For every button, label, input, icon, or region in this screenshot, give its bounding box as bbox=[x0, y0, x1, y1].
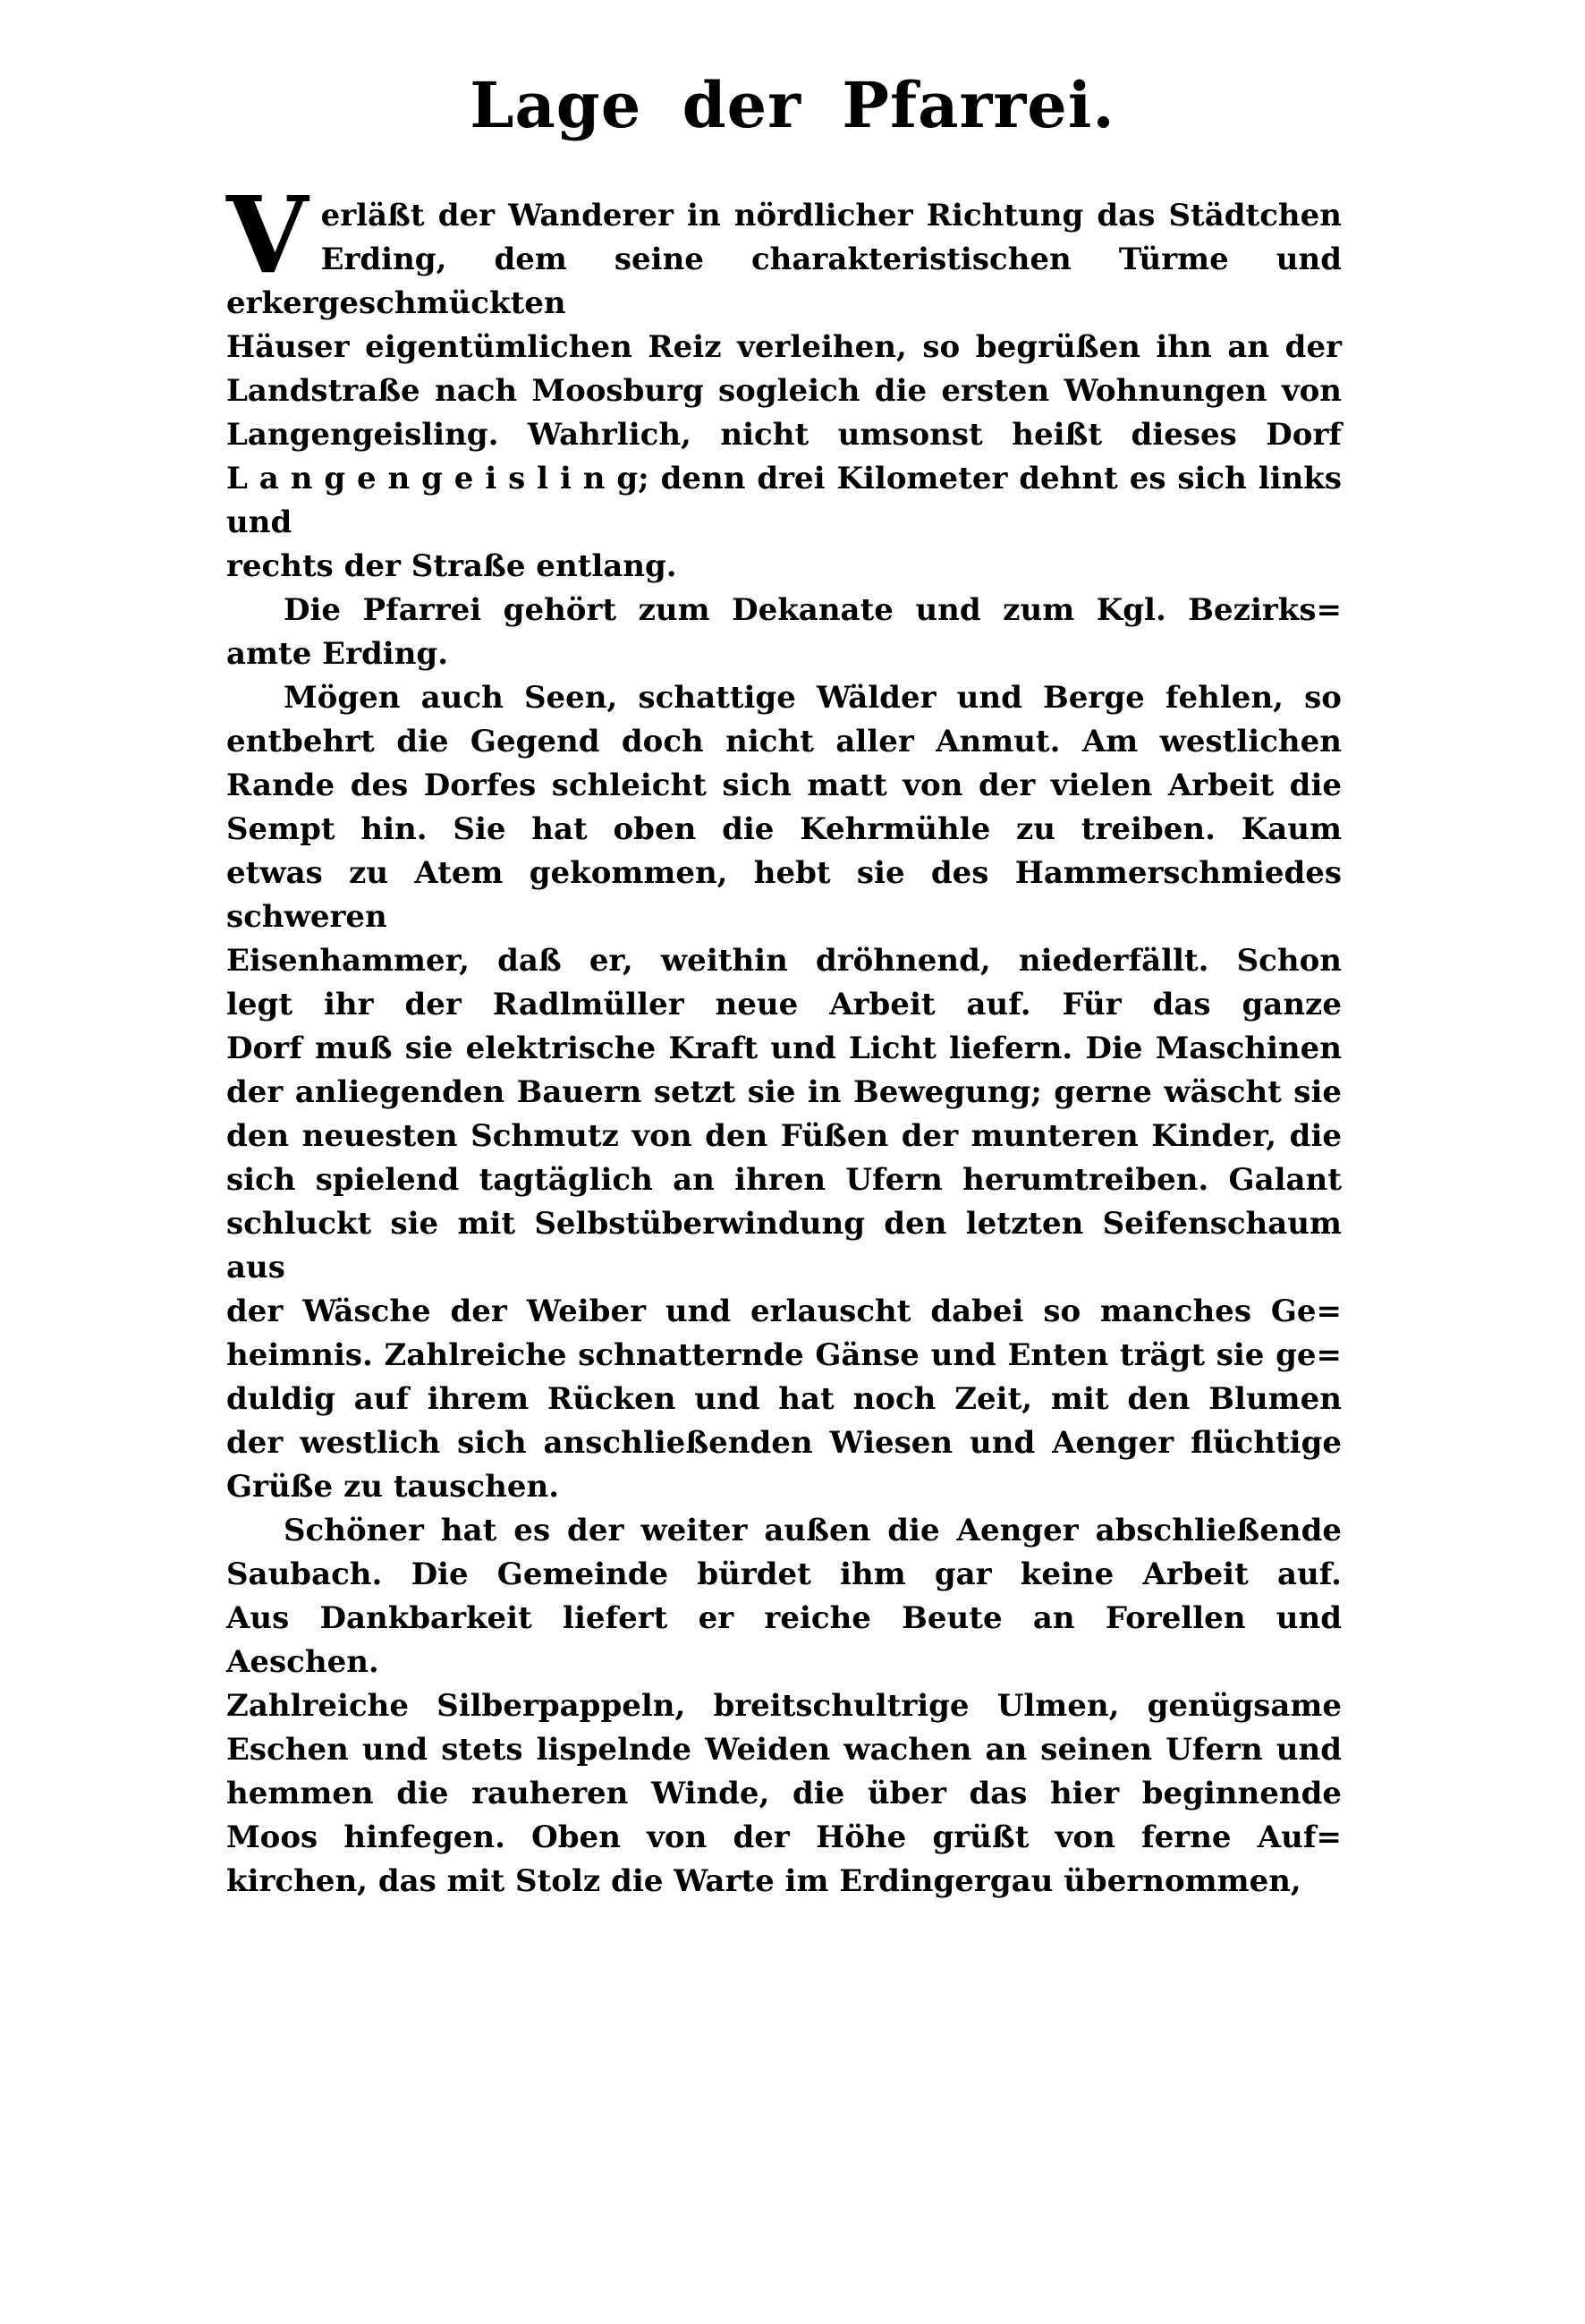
paragraph bbox=[226, 1509, 1342, 1904]
text-line: Zahlreiche Silberpappeln, breitschultrige Ulmen, genügsame bbox=[226, 1688, 1342, 1724]
text-line: Häuser eigentümlichen Reiz verleihen, so begrüßen ihn an der bbox=[226, 329, 1342, 365]
text-line: Die Pfarrei gehört zum Dekanate und zum Kgl. Bezirks= bbox=[284, 592, 1342, 628]
text-line: der Wäsche der Weiber und erlauscht dabei so manches Ge= bbox=[226, 1293, 1342, 1329]
text-line: duldig auf ihrem Rücken und hat noch Zeit, mit den Blumen bbox=[226, 1381, 1342, 1417]
text-line: Mögen auch Seen, schattige Wälder und Berge fehlen, so bbox=[284, 680, 1342, 716]
text-line: Aus Dankbarkeit liefert er reiche Beute an Forellen und Aeschen. bbox=[226, 1600, 1342, 1680]
text-line: Schöner hat es der weiter außen die Aenger abschließende bbox=[284, 1513, 1342, 1548]
text-line: Eisenhammer, daß er, weithin dröhnend, niederfällt. Schon bbox=[226, 943, 1342, 979]
text-line: der anliegenden Bauern setzt sie in Bewegung; gerne wäscht sie bbox=[226, 1074, 1342, 1110]
text-line: schluckt sie mit Selbstüberwindung den letzten Seifenschaum aus bbox=[226, 1206, 1342, 1285]
text-line: Eschen und stets lispelnde Weiden wachen an seinen Ufern und bbox=[226, 1732, 1342, 1768]
text-line: Grüße zu tauschen. bbox=[226, 1469, 560, 1505]
page-title: Lage der Pfarrei. bbox=[470, 68, 1115, 142]
drop-cap: V bbox=[226, 173, 309, 297]
text-line: amte Erding. bbox=[226, 636, 449, 672]
text-line: legt ihr der Radlmüller neue Arbeit auf. Für das ganze bbox=[226, 987, 1342, 1022]
text-block bbox=[226, 173, 1342, 1904]
text-line: L a n g e n g e i s l i n g; denn drei Kilometer dehnt es sich links und bbox=[226, 461, 1342, 540]
text-line: heimnis. Zahlreiche schnatternde Gänse und Enten trägt sie ge= bbox=[226, 1337, 1342, 1373]
paragraph bbox=[226, 173, 1342, 589]
text-line: Sempt hin. Sie hat oben die Kehrmühle zu treiben. Kaum bbox=[226, 811, 1342, 847]
text-line: kirchen, das mit Stolz die Warte im Erdingergau übernommen, bbox=[226, 1863, 1301, 1899]
text-line: Moos hinfegen. Oben von der Höhe grüßt von ferne Auf= bbox=[226, 1819, 1342, 1855]
text-line: entbehrt die Gegend doch nicht aller Anmut. Am westlichen bbox=[226, 724, 1342, 759]
text-line: etwas zu Atem gekommen, hebt sie des Hammerschmiedes schweren bbox=[226, 855, 1342, 935]
text-line: der westlich sich anschließenden Wiesen und Aenger flüchtige bbox=[226, 1425, 1342, 1461]
text-line: Dorf muß sie elektrische Kraft und Licht liefern. Die Maschinen bbox=[226, 1031, 1342, 1066]
text-line: rechts der Straße entlang. bbox=[226, 548, 677, 584]
text-line: Saubach. Die Gemeinde bürdet ihm gar keine Arbeit auf. bbox=[226, 1556, 1342, 1592]
text-line: erläßt der Wanderer in nördlicher Richtung das Städtchen bbox=[320, 198, 1342, 233]
text-line: Rande des Dorfes schleicht sich matt von der vielen Arbeit die bbox=[226, 768, 1342, 803]
text-line: Erding, dem seine charakteristischen Türme und erkergeschmückten bbox=[226, 242, 1342, 321]
text-line: sich spielend tagtäglich an ihren Ufern herumtreiben. Galant bbox=[226, 1162, 1342, 1198]
paragraph bbox=[226, 589, 1342, 676]
paragraph bbox=[226, 676, 1342, 1509]
text-line: den neuesten Schmutz von den Füßen der munteren Kinder, die bbox=[226, 1118, 1342, 1154]
text-line: Langengeisling. Wahrlich, nicht umsonst heißt dieses Dorf bbox=[226, 417, 1342, 453]
text-line: hemmen die rauheren Winde, die über das hier beginnende bbox=[226, 1776, 1342, 1811]
text-line: Landstraße nach Moosburg sogleich die ersten Wohnungen von bbox=[226, 373, 1342, 409]
